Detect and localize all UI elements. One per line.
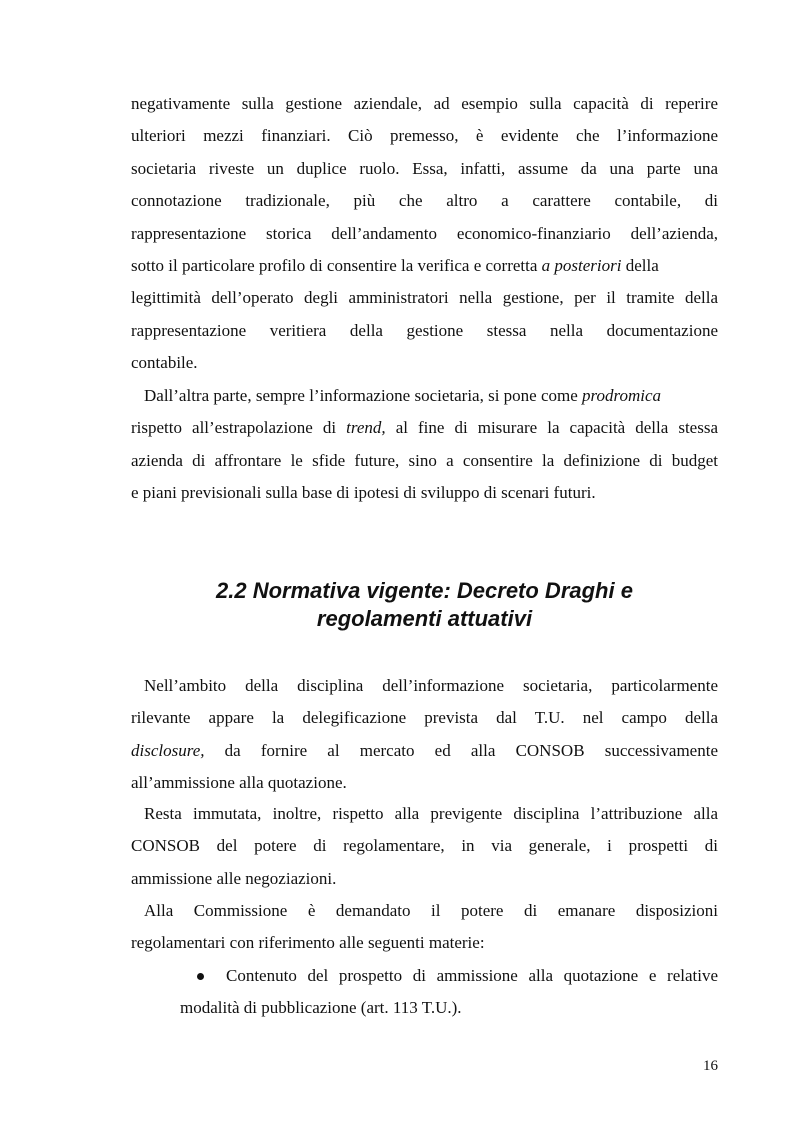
italic-term: prodromica — [582, 386, 662, 405]
section-heading — [131, 577, 718, 633]
italic-term: a posteriori — [541, 255, 622, 275]
bullet-text-line: Contenuto del prospetto di ammissione alla quotazione e relative — [226, 966, 718, 985]
text-run: rispetto all’estrapolazione di — [131, 418, 347, 438]
text-run: sotto il particolare profilo di consentire la verifica e corretta — [131, 255, 542, 275]
text-run: Dall’altra parte, sempre l’informazione societaria, si pone come — [144, 386, 583, 405]
paragraph-line: ammissione alle negoziazioni. — [131, 868, 337, 888]
bullet-list-item — [131, 960, 718, 1025]
paragraph-3 — [131, 670, 718, 800]
paragraph-line: rappresentazione veritiera della gestione stessa nella documentazione — [131, 320, 718, 340]
page-number: 16 — [703, 1058, 718, 1074]
paragraph-5 — [131, 895, 718, 960]
paragraph-line: rappresentazione storica dell’andamento economico-finanziario dell’azienda, — [131, 223, 718, 243]
paragraph-line: Resta immutata, inoltre, rispetto alla previgente disciplina l’attribuzione alla — [144, 804, 718, 823]
bullet-text-line: modalità di pubblicazione (art. 113 T.U.). — [180, 998, 462, 1018]
paragraph-1 — [131, 88, 718, 380]
paragraph-line — [131, 735, 718, 767]
paragraph-line: contabile. — [131, 353, 198, 373]
italic-term: trend, — [346, 418, 386, 438]
italic-term: disclosure, — [131, 740, 205, 760]
paragraph-line: legittimità dell’operato degli amministratori nella gestione, per il tramite della — [131, 288, 718, 308]
paragraph-line — [131, 412, 718, 444]
text-run: da fornire al mercato ed alla CONSOB successivamente — [204, 740, 718, 760]
paragraph-line: all’ammissione alla quotazione. — [131, 773, 347, 793]
paragraph-line — [131, 380, 718, 412]
text-run: al fine di misurare la capacità della stessa — [385, 418, 718, 438]
paragraph-line: societaria riveste un duplice ruolo. Essa, infatti, assume da una parte una — [131, 158, 718, 178]
paragraph-line — [131, 250, 718, 282]
paragraph-line: negativamente sulla gestione aziendale, ad esempio sulla capacità di reperire — [131, 94, 718, 113]
paragraph-line: connotazione tradizionale, più che altro a carattere contabile, di — [131, 191, 718, 211]
paragraph-line: Alla Commissione è demandato il potere di emanare disposizioni — [144, 901, 718, 920]
bullet-icon — [197, 973, 204, 980]
paragraph-line: Nell’ambito della disciplina dell’informazione societaria, particolarmente — [144, 676, 718, 695]
paragraph-line: e piani previsionali sulla base di ipotesi di sviluppo di scenari futuri. — [131, 483, 596, 503]
paragraph-line: rilevante appare la delegificazione prevista dal T.U. nel campo della — [131, 708, 718, 728]
paragraph-line: regolamentari con riferimento alle seguenti materie: — [131, 933, 485, 953]
text-run: della — [621, 255, 659, 275]
paragraph-4 — [131, 798, 718, 895]
section-heading-line-1: 2.2 Normativa vigente: Decreto Draghi e — [216, 578, 633, 603]
paragraph-line: ulteriori mezzi finanziari. Ciò premesso, è evidente che l’informazione — [131, 126, 718, 146]
paragraph-2 — [131, 380, 718, 510]
paragraph-line: azienda di affrontare le sfide future, sino a consentire la definizione di budget — [131, 450, 718, 470]
paragraph-line: CONSOB del potere di regolamentare, in via generale, i prospetti di — [131, 836, 718, 856]
section-heading-line-2: regolamenti attuativi — [316, 606, 533, 631]
